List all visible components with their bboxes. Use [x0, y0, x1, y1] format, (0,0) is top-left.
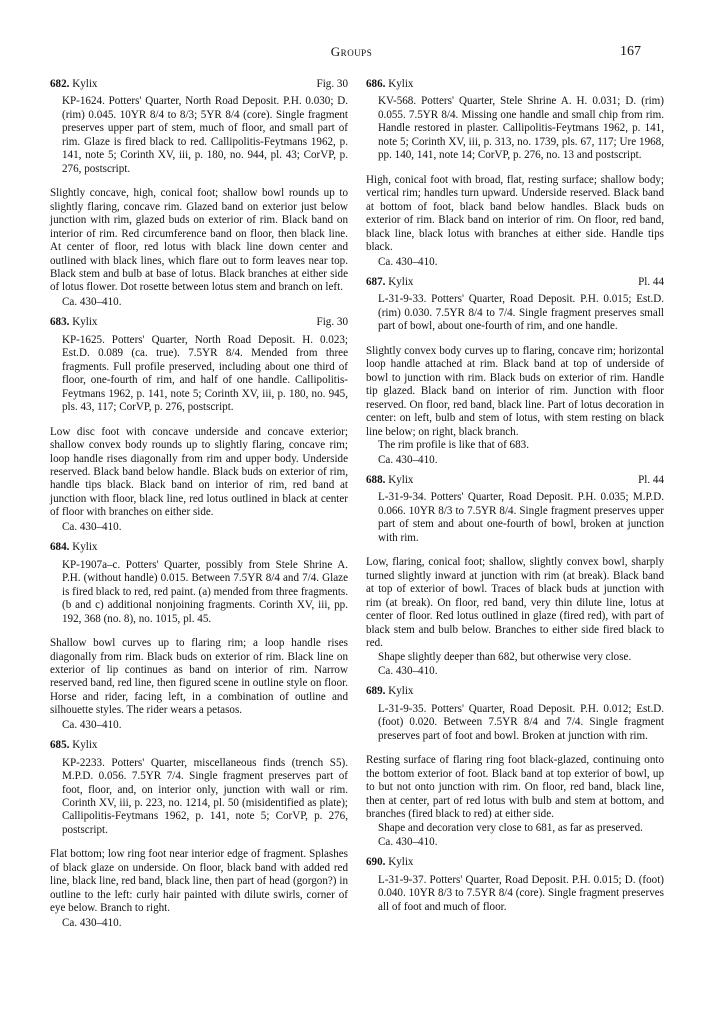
entry-number: 683.: [50, 316, 70, 329]
entry-title: [366, 856, 413, 869]
entry-name: Kylix: [388, 275, 414, 288]
entry-description: Slightly convex body curves up to flaring, concave rim; horizontal loop handle attached at rim. Black band at top of underside of bowl to junction with rim. Black buds on exterior of rim. Handle tip glazed. Black band on interior of rim. Junction with floor reserved. On floor, red band, black line. Part of lotus decoration in center: on left, bulb and stem of lotus, with stem resting on black line below; on right, black branch.: [366, 344, 664, 438]
catalog-details: L-31-9-34. Potters' Quarter, Road Deposit. P.H. 0.035; M.P.D. 0.066. 10YR 8/3 to 7.5YR 8/4. Single fragment preserves upper part of stem and about one-fourth of bowl, broken at junction with rim.: [378, 491, 664, 544]
entry-name: Kylix: [388, 78, 414, 90]
entry-heading: [366, 474, 664, 487]
entry-name: Kylix: [72, 78, 98, 90]
entry-heading: [366, 685, 664, 698]
entry-name: Kylix: [72, 739, 98, 752]
catalog-entry: [50, 541, 348, 732]
entry-heading: [50, 541, 348, 554]
entry-heading: [366, 78, 664, 91]
entry-heading: [50, 739, 348, 752]
catalog-details: KP-1625. Potters' Quarter, North Road Deposit. H. 0.023; Est.D. 0.089 (ca. true). 7.5YR 8/4. Mended from three fragments. Full profile preserved, including about one third of floor, one-fourth of rim, and half of one handle. Callipolitis-Feytmans 1962, p. 141, note 5; Corinth XV, iii, p. 180, no. 945, pls. 43, 117; CorVP, p. 276, postscript.: [62, 333, 348, 414]
entry-name: Kylix: [72, 541, 98, 554]
entry-date: Ca. 430–410.: [62, 520, 122, 533]
catalog-entry: [366, 78, 664, 269]
catalog-details: KP-1907a–c. Potters' Quarter, possibly from Stele Shrine A. P.H. (without handle) 0.015. Between 7.5YR 8/4 and 7/4. Glaze is fired black to red, red paint. (a) mended from three fragments. (b and c) additional nonjoining fragments. Corinth XV, iii, pp. 192, 368 (no. 8), no. 1015, pl. 45.: [62, 558, 348, 625]
entry-date: Ca. 430–410.: [378, 664, 438, 677]
entry-description: Shallow bowl curves up to flaring rim; a loop handle rises diagonally from rim. Black buds on exterior of rim. Black line on exterior of lip continues as band on interior of rim. Narrow reserved band, red line, then figured scene in outline style on floor. Horse and rider, facing left, in a combination of outline and silhouette styles. The rider wears a petasos.: [50, 637, 348, 717]
catalog-entry: [366, 856, 664, 914]
entry-description: High, conical foot with broad, flat, resting surface; shallow body; vertical rim; handles turn upward. Underside reserved. Black band at bottom of foot, black band below handles. Black buds on exterior of rim. Black band on interior of rim. On floor, red band, black line, black lotus with branches at either side. Handle tips black.: [366, 173, 664, 254]
entry-number: 688.: [366, 473, 386, 486]
entry-title: [50, 78, 97, 91]
entry-date: Ca. 430–410.: [378, 453, 438, 466]
entry-name: Kylix: [388, 473, 414, 486]
entry-heading: [50, 316, 348, 329]
entry-name: Kylix: [388, 685, 414, 698]
entry-title: [366, 276, 413, 289]
catalog-entry: [366, 685, 664, 849]
page-number: 167: [620, 44, 641, 59]
entry-description: Low disc foot with concave underside and concave exterior; shallow convex body rounds up to slightly flaring, concave rim; loop handle rises diagonally from rim and upper body. Underside reserved. Black band below handle. Black buds on exterior of rim, handle tips black. Black band on interior of rim, red band at junction with floor, black line, red lotus outlined in black at center of floor with branches on either side.: [50, 425, 348, 519]
figure-reference: Fig. 30: [316, 316, 348, 329]
entry-heading: [366, 276, 664, 289]
entry-date: Ca. 430–410.: [378, 836, 438, 849]
catalog-details: L-31-9-37. Potters' Quarter, Road Deposit. P.H. 0.015; D. (foot) 0.040. 10YR 8/3 to 7.5YR 8/4 (core). Single fragment preserves all of foot and much of floor.: [378, 873, 664, 913]
entry-number: 684.: [50, 541, 70, 554]
catalog-entry: [50, 316, 348, 534]
entry-description: Resting surface of flaring ring foot black-glazed, continuing onto the bottom exterior of foot. Black band at top exterior of bowl, up to but not onto junction with rim. On floor, red band, black line, then at center, part of red lotus with bulb and stem at bottom, and branches (fired black to red) at either side.: [366, 754, 664, 821]
catalog-entry: [50, 78, 348, 309]
entry-number: 690.: [366, 856, 386, 869]
catalog-entry: [366, 276, 664, 467]
figure-reference: Fig. 30: [316, 78, 348, 90]
running-title: Groups: [330, 44, 373, 59]
entry-note: The rim profile is like that of 683.: [378, 439, 529, 452]
catalog-details: KP-1624. Potters' Quarter, North Road Deposit. P.H. 0.030; D. (rim) 0.045. 10YR 8/4 to 8/3; 5YR 8/4 (core). Single fragment preserves upper part of stem, much of floor, and small part of rim. Glaze is fired black to red. Callipolitis-Feytmans 1962, p. 141, note 5; Corinth XV, iii, p. 180, no. 944, pl. 43; CorVP, p. 276, postscript.: [62, 95, 348, 175]
catalog-entry: [366, 474, 664, 678]
entry-number: 687.: [366, 275, 386, 288]
entry-name: Kylix: [388, 856, 414, 869]
entry-date: Ca. 430–410.: [62, 295, 122, 308]
entry-title: [366, 685, 413, 698]
entry-title: [50, 541, 97, 554]
entry-date: Ca. 430–410.: [378, 255, 438, 268]
entry-description: Low, flaring, conical foot; shallow, slightly convex bowl, sharply turned slightly inward at junction with rim (at break). Black band at top of exterior of bowl. Traces of black buds at junction with rim (at break). On floor, red band, very thin dilute line, lotus at center of floor. Red lotus outlined in glaze (fired red), with part of black stem and bulb below. Branches to either side fired black to red.: [366, 556, 664, 650]
entry-note: Shape and decoration very close to 681, as far as preserved.: [378, 821, 643, 834]
entry-number: 682.: [50, 78, 70, 90]
entry-note: Shape slightly deeper than 682, but otherwise very close.: [378, 650, 632, 663]
entry-date: Ca. 430–410.: [62, 718, 122, 731]
entry-title: [50, 739, 97, 752]
catalog-details: L-31-9-35. Potters' Quarter, Road Deposit. P.H. 0.012; Est.D. (foot) 0.020. Between 7.5YR 8/4 and 7/4. Single fragment preserves part of foot and bowl. Broken at junction with rim.: [378, 702, 664, 742]
left-column: [50, 78, 348, 937]
entry-number: 689.: [366, 685, 386, 698]
catalog-details: L-31-9-33. Potters' Quarter, Road Deposit. P.H. 0.015; Est.D. (rim) 0.030. 7.5YR 8/4 to 7/4. Single fragment preserves small part of bowl, about one-fourth of rim, and one handle.: [378, 293, 664, 333]
catalog-details: KV-568. Potters' Quarter, Stele Shrine A. H. 0.031; D. (rim) 0.055. 7.5YR 8/4. Missing one handle and small chip from rim. Handle restored in plaster. Callipolitis-Feytmans 1962, p. 141, note 5; Corinth XV, iii, p. 313, no. 1739, pls. 67, 117; Ure 1968, pp. 140, 141, note 14; CorVP, p. 276, no. 13 and postscript.: [378, 95, 664, 162]
right-column: [366, 78, 664, 921]
entry-title: [366, 474, 413, 487]
entry-name: Kylix: [72, 316, 98, 329]
entry-heading: [50, 78, 348, 91]
catalog-details: KP-2233. Potters' Quarter, miscellaneous finds (trench S5). M.P.D. 0.056. 7.5YR 7/4. Single fragment preserves part of foot, floor, and, on interior only, junction with wall or rim. Corinth XV, iii, p. 223, no. 1214, pl. 50 (misidentified as plate); Callipolitis-Feytmans 1962, p. 141, note 5; CorVP, p. 276, postscript.: [62, 756, 348, 836]
figure-reference: Pl. 44: [638, 275, 664, 288]
entry-number: 686.: [366, 78, 386, 90]
page-header: [0, 44, 703, 64]
entry-date: Ca. 430–410.: [62, 916, 122, 929]
entry-title: [366, 78, 413, 91]
entry-title: [50, 316, 97, 329]
entry-description: Flat bottom; low ring foot near interior edge of fragment. Splashes of black glaze on underside. On floor, black band with added red line, black line, red band, black line, then part of head (gorgon?) in outline to the left: curly hair painted with dilute swirls, corner of eye below. Branch to right.: [50, 848, 348, 915]
entry-heading: [366, 856, 664, 869]
entry-description: Slightly concave, high, conical foot; shallow bowl rounds up to slightly flaring, concave rim. Glazed band on exterior just below junction with rim, glazed buds on exterior of rim. Black band on interior of rim. Red circumference band on floor, then black line. At center of floor, red lotus with black line down center and outlined with black lines, which flare out to form leaves near top. Black stem and bulb at base of lotus. Black branches at either side of lotus flower. Dot rosette between lotus stem and branch on left.: [50, 187, 348, 294]
catalog-entry: [50, 739, 348, 930]
entry-number: 685.: [50, 739, 70, 752]
figure-reference: Pl. 44: [638, 473, 664, 486]
